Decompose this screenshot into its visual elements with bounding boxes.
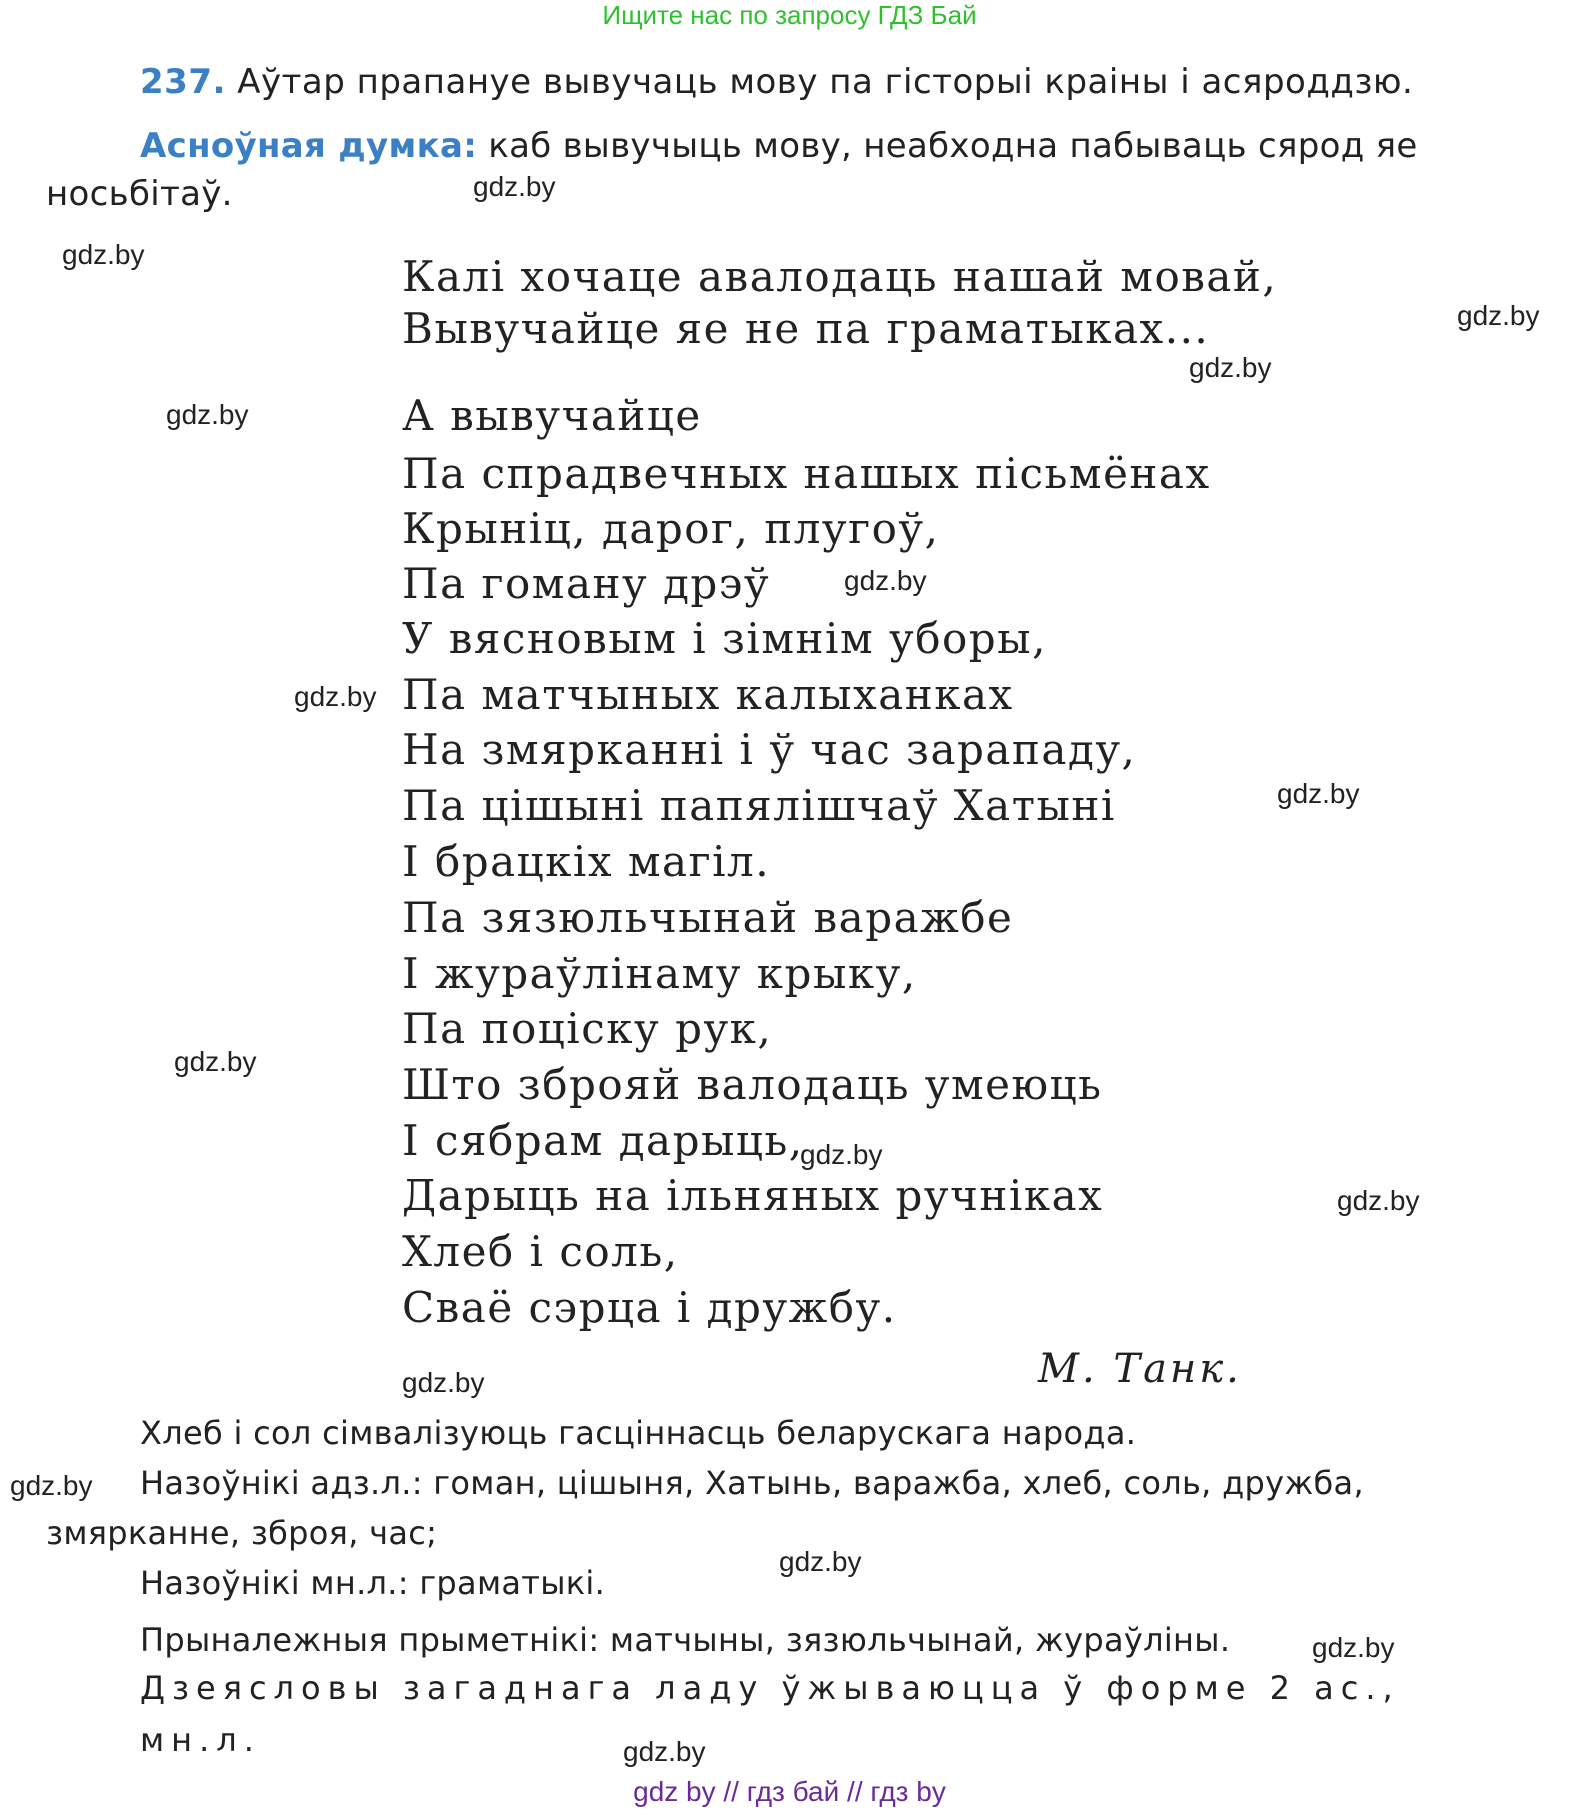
watermark: gdz.by	[294, 681, 377, 712]
poem-line: У вясновым і зімнім уборы,	[402, 614, 1047, 663]
main-idea-text-2: носьбітаў.	[46, 174, 233, 214]
poem-line: Хлеб і соль,	[402, 1227, 679, 1276]
poem-line: І сябрам дарыць,	[402, 1116, 804, 1165]
answer-possessive-adjectives: Прыналежныя прыметнікі: матчыны, зязюльчынай, жураўліны.	[140, 1621, 1231, 1659]
task-statement	[140, 62, 1413, 102]
answer-verbs-2: мн.л.	[140, 1721, 261, 1759]
answer-verbs-1: Дзеясловы загаднага ладу ўжываюцца ў форме 2 ас.,	[140, 1669, 1400, 1707]
watermark: gdz.by	[174, 1046, 257, 1077]
watermark: gdz.by	[62, 239, 145, 270]
watermark: gdz.by	[1457, 300, 1540, 331]
main-idea	[140, 126, 1418, 166]
poem-line: Па спрадвечных нашых пісьмёнах	[402, 449, 1211, 498]
watermark: gdz.by	[1277, 778, 1360, 809]
poem-line: Крыніц, дарог, плугоў,	[402, 504, 940, 553]
watermark: gdz.by	[779, 1546, 862, 1577]
footer-links[interactable]: gdz by // гдз бай // гдз by	[633, 1776, 946, 1807]
poem-line: Па матчыных калыханках	[402, 670, 1014, 719]
top-banner[interactable]: Ищите нас по запросу ГДЗ Бай	[602, 0, 977, 30]
main-idea-text-1: каб вывучыць мову, неабходна пабываць сярод яе	[488, 126, 1418, 166]
watermark: gdz.by	[844, 565, 927, 596]
watermark: gdz.by	[402, 1367, 485, 1398]
poem-line: Што зброяй валодаць умеюць	[402, 1060, 1103, 1109]
watermark: gdz.by	[10, 1470, 93, 1501]
watermark: gdz.by	[1189, 352, 1272, 383]
poem-line: Вывучайце яе не па граматыках...	[402, 304, 1210, 353]
answer-nouns-singular-2: змярканне, зброя, час;	[46, 1514, 438, 1552]
watermark: gdz.by	[1312, 1632, 1395, 1663]
poem-line: Калі хочаце авалодаць нашай мовай,	[402, 252, 1278, 301]
watermark: gdz.by	[800, 1139, 883, 1170]
poem-line: Па поціску рук,	[402, 1004, 773, 1053]
poem-line: І брацкіх магіл.	[402, 837, 771, 886]
poem-line: І жураўлінаму крыку,	[402, 949, 917, 998]
poem-line: Сваё сэрца і дружбу.	[402, 1283, 897, 1332]
poem-line: Па цішыні папялішчаў Хатыні	[402, 781, 1116, 830]
watermark: gdz.by	[166, 399, 249, 430]
answer-nouns-singular-1: Назоўнікі адз.л.: гоман, цішыня, Хатынь, варажба, хлеб, соль, дружба,	[140, 1464, 1364, 1502]
poem-author: М. Танк.	[1038, 1346, 1242, 1392]
answer-symbol: Хлеб і сол сімвалізуюць гасціннасць беларускага народа.	[140, 1414, 1137, 1452]
task-text: Аўтар прапануе вывучаць мову па гісторыі краіны і асяроддзю.	[237, 62, 1414, 102]
answer-nouns-plural: Назоўнікі мн.л.: граматыкі.	[140, 1564, 606, 1602]
task-number: 237.	[140, 62, 226, 102]
watermark: gdz.by	[1337, 1185, 1420, 1216]
main-idea-label: Асноўная думка:	[140, 126, 478, 166]
watermark: gdz.by	[623, 1736, 706, 1767]
poem-line: Па гоману дрэў	[402, 559, 771, 608]
poem-line: На змярканні і ў час зарападу,	[402, 725, 1137, 774]
poem-line: А вывучайце	[402, 391, 702, 440]
watermark: gdz.by	[473, 171, 556, 202]
poem-line: Па зязюльчынай варажбе	[402, 893, 1014, 942]
poem-line: Дарыць на ільняных ручніках	[402, 1171, 1104, 1220]
